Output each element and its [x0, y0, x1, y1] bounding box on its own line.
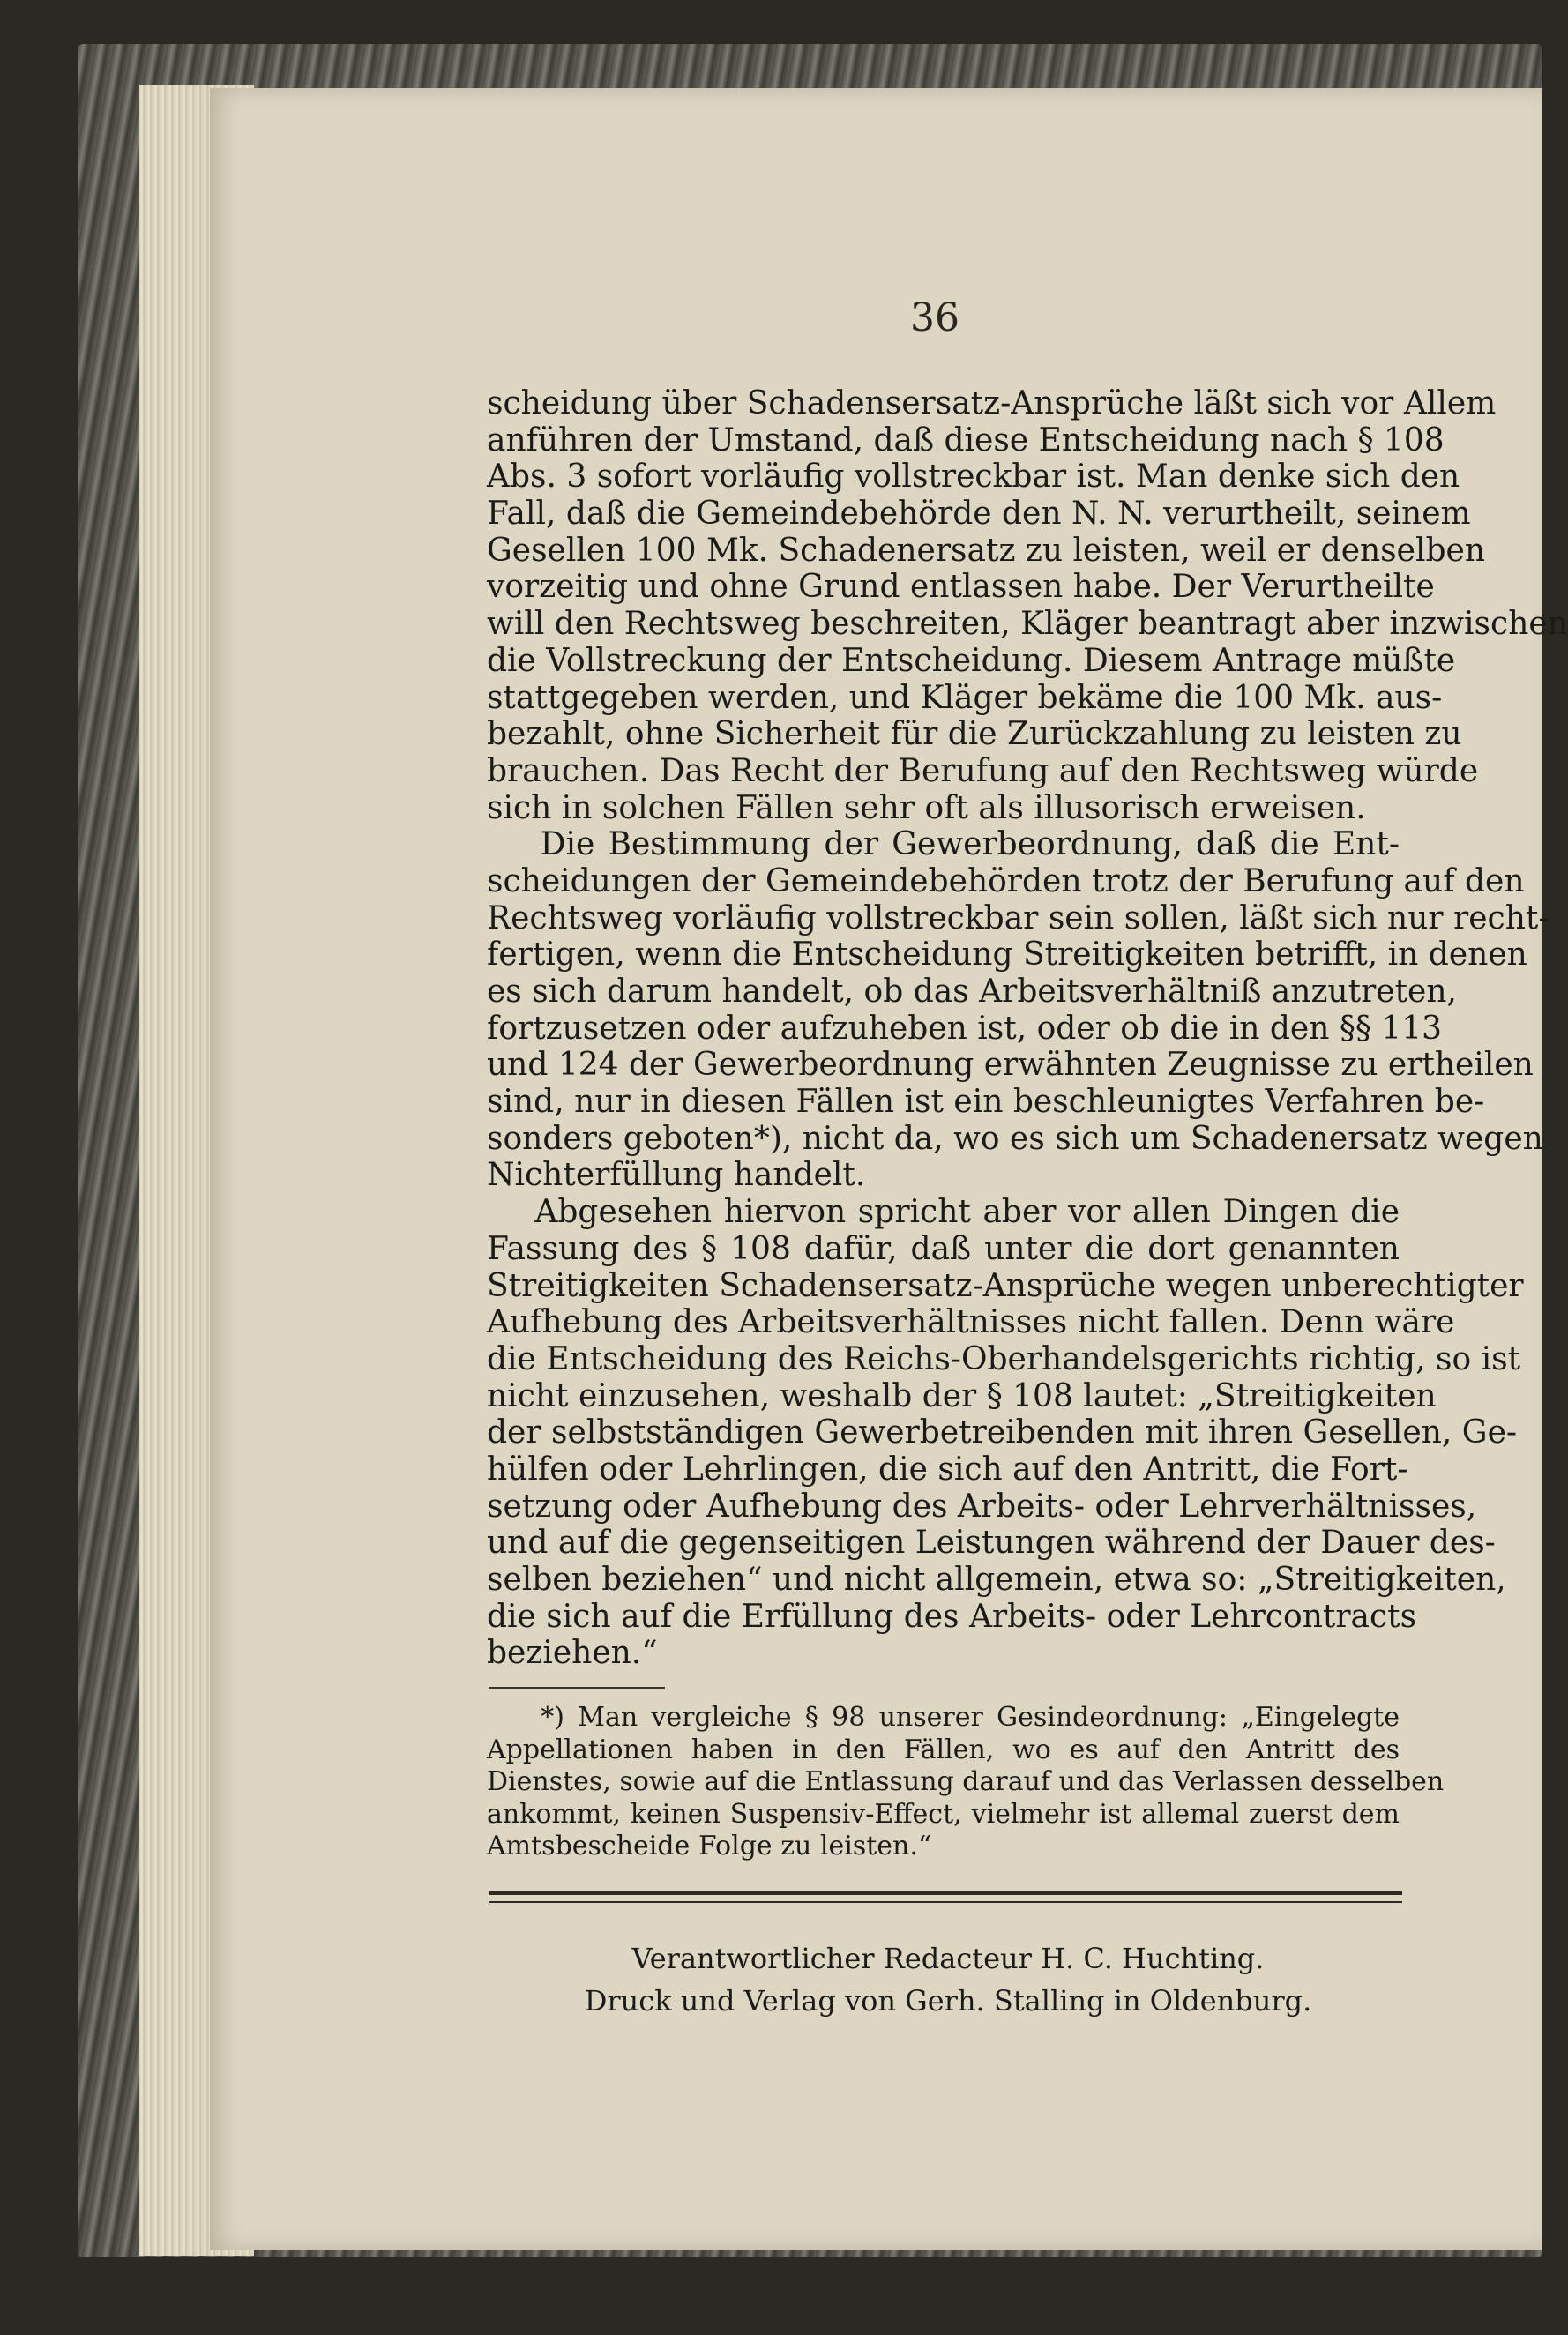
footnote-line: Amtsbescheide Folge zu leisten.“	[487, 1831, 932, 1861]
footnote-line: *) Man vergleiche § 98 unserer Gesindeordnung: „Eingelegte	[487, 1702, 1400, 1733]
body-text	[487, 385, 1568, 1672]
footnote-rule	[489, 1687, 665, 1689]
text-line: der selbstständigen Gewerbetreibenden mit ihren Gesellen, Ge-	[487, 1414, 1518, 1451]
text-line: sich in solchen Fällen sehr oft als illusorisch erweisen.	[487, 789, 1366, 826]
text-line: scheidung über Schadensersatz-Ansprüche läßt sich vor Allem	[487, 385, 1497, 421]
text-line: fertigen, wenn die Entscheidung Streitigkeiten betrifft, in denen	[487, 936, 1527, 974]
text-line: vorzeitig und ohne Grund entlassen habe. Der Verurtheilte	[487, 569, 1435, 606]
text-line: Gesellen 100 Mk. Schadenersatz zu leisten, weil er denselben	[487, 532, 1486, 569]
text-line: Die Bestimmung der Gewerbeordnung, daß die Ent-	[487, 826, 1400, 863]
footnote-line: Dienstes, sowie auf die Entlassung darauf und das Verlassen desselben	[487, 1766, 1445, 1797]
text-line: nicht einzusehen, weshalb der § 108 lautet: „Streitigkeiten	[487, 1377, 1437, 1414]
text-line: die Vollstreckung der Entscheidung. Diesem Antrage müßte	[487, 642, 1456, 679]
text-line: Fassung des § 108 dafür, daß unter die dort genannten	[487, 1230, 1400, 1267]
text-line: die sich auf die Erfüllung des Arbeits- oder Lehrcontracts	[487, 1598, 1417, 1635]
text-line: beziehen.“	[487, 1635, 658, 1672]
text-line: Aufhebung des Arbeitsverhältnisses nicht fallen. Denn wäre	[487, 1304, 1455, 1341]
text-line: es sich darum handelt, ob das Arbeitsverhältniß anzutreten,	[487, 974, 1457, 1010]
text-line: und 124 der Gewerbeordnung erwähnten Zeugnisse zu ertheilen	[487, 1047, 1534, 1084]
text-line: hülfen oder Lehrlingen, die sich auf den Antritt, die Fort-	[487, 1451, 1408, 1488]
text-line: Rechtsweg vorläufig vollstreckbar sein sollen, läßt sich nur recht-	[487, 899, 1549, 936]
text-line: sind, nur in diesen Fällen ist ein beschleunigtes Verfahren be-	[487, 1084, 1485, 1121]
text-line: sonders geboten*), nicht da, wo es sich um Schadenersatz wegen	[487, 1120, 1543, 1157]
text-line: fortzusetzen oder aufzuheben ist, oder ob die in den §§ 113	[487, 1010, 1443, 1047]
text-line: will den Rechtsweg beschreiten, Kläger beantragt aber inzwischen	[487, 606, 1568, 643]
footnote-line: ankommt, keinen Suspensiv-Effect, vielmehr ist allemal zuerst dem	[487, 1798, 1400, 1830]
text-line: Streitigkeiten Schadensersatz-Ansprüche wegen unberechtigter	[487, 1267, 1524, 1304]
publisher-line: Druck und Verlag von Gerh. Stalling in Oldenburg.	[584, 1984, 1312, 2018]
text-line: scheidungen der Gemeindebehörden trotz der Berufung auf den	[487, 862, 1525, 899]
footnote	[487, 1702, 1445, 1863]
text-line: und auf die gegenseitigen Leistungen während der Dauer des-	[487, 1525, 1496, 1562]
editor-line: Verantwortlicher Redacteur H. C. Huchting.	[631, 1942, 1265, 1975]
text-line: Nichterfüllung handelt.	[487, 1157, 866, 1194]
text-line: anführen der Umstand, daß diese Entscheidung nach § 108	[487, 421, 1445, 459]
footnote-line: Appellationen haben in den Fällen, wo es auf den Antritt des	[487, 1734, 1400, 1765]
text-line: Abgesehen hiervon spricht aber vor allen Dingen die	[487, 1194, 1400, 1231]
text-line: Abs. 3 sofort vorläufig vollstreckbar ist. Man denke sich den	[487, 459, 1460, 496]
text-line: brauchen. Das Recht der Berufung auf den Rechtsweg würde	[487, 752, 1479, 789]
text-line: bezahlt, ohne Sicherheit für die Zurückzahlung zu leisten zu	[487, 716, 1462, 753]
text-line: selben beziehen“ und nicht allgemein, etwa so: „Streitigkeiten,	[487, 1562, 1506, 1598]
page-number: 36	[910, 295, 959, 340]
imprint-rule	[489, 1891, 1402, 1903]
text-line: stattgegeben werden, und Kläger bekäme die 100 Mk. aus-	[487, 679, 1443, 716]
text-line: die Entscheidung des Reichs-Oberhandelsgerichts richtig, so ist	[487, 1340, 1521, 1377]
text-line: setzung oder Aufhebung des Arbeits- oder Lehrverhältnisses,	[487, 1488, 1477, 1525]
text-line: Fall, daß die Gemeindebehörde den N. N. verurtheilt, seinem	[487, 496, 1471, 533]
